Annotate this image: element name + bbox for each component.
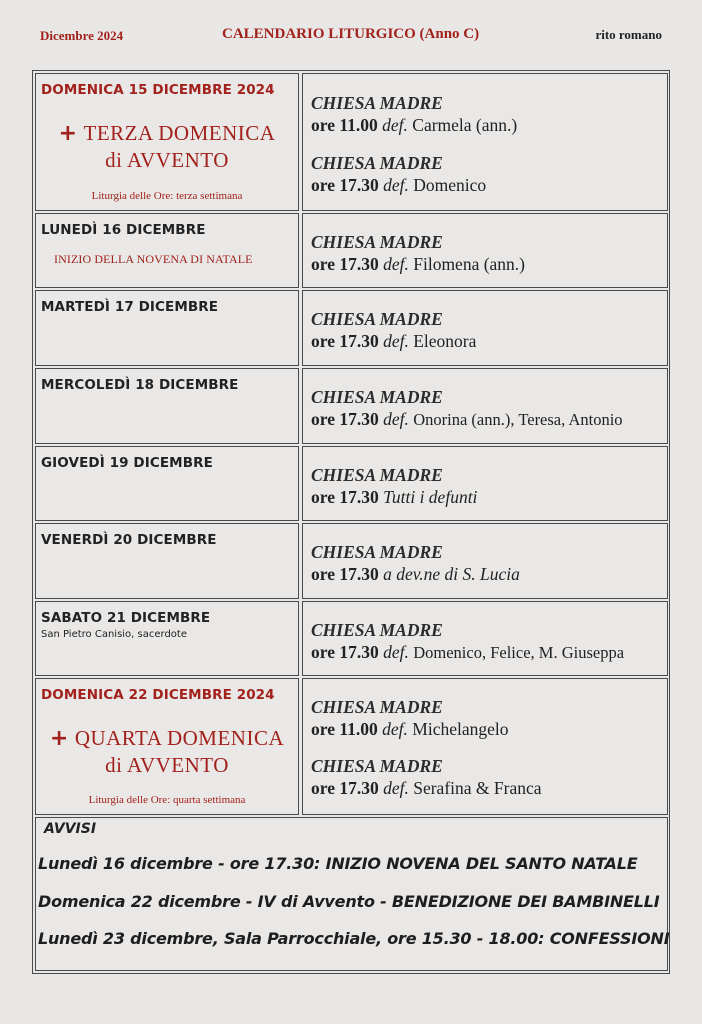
church-name: CHIESA MADRE: [311, 620, 443, 640]
mass-time: ore 17.30: [311, 175, 379, 195]
mass-cell-tuesday-17: [302, 290, 668, 366]
day-date: MERCOLEDÌ 18 DICEMBRE: [41, 377, 239, 393]
mass-entry: [311, 308, 476, 352]
mass-entry: [311, 619, 624, 664]
mass-intention: Tutti i defunti: [383, 487, 478, 507]
mass-time: ore 17.30: [311, 642, 379, 662]
mass-intention: Onorina (ann.), Teresa, Antonio: [413, 410, 623, 429]
mass-intention: Carmela (ann.): [412, 115, 518, 135]
day-date: VENERDÌ 20 DICEMBRE: [41, 532, 217, 548]
mass-time: ore 17.30: [311, 778, 379, 798]
notices-box: [35, 817, 668, 971]
mass-entry: [311, 386, 623, 431]
mass-cell-friday-20: [302, 523, 668, 599]
mass-intention: Domenico, Felice, M. Giuseppa: [413, 643, 625, 662]
def-label: def.: [383, 778, 409, 798]
day-date: GIOVEDÌ 19 DICEMBRE: [41, 455, 213, 471]
day-cell-sunday-15: [35, 73, 299, 211]
cross-icon: +: [49, 726, 69, 751]
feast-line-2: di AVVENTO: [105, 753, 229, 777]
mass-time: ore 17.30: [311, 331, 379, 351]
day-date: DOMENICA 22 DICEMBRE 2024: [41, 687, 275, 703]
mass-intention: Eleonora: [413, 331, 477, 351]
notice-item: Lunedì 23 dicembre, Sala Parrocchiale, ore 15.30 - 18.00: CONFESSIONI: [38, 929, 670, 948]
def-label: def.: [383, 254, 409, 274]
day-date: LUNEDÌ 16 DICEMBRE: [41, 222, 206, 238]
mass-time: ore 17.30: [311, 254, 379, 274]
mass-cell-thursday-19: [302, 446, 668, 521]
day-cell-thursday-19: [35, 446, 299, 521]
mass-time: ore 11.00: [311, 115, 378, 135]
mass-time: ore 17.30: [311, 487, 379, 507]
day-cell-sunday-22: [35, 678, 299, 815]
feast-line-1: TERZA DOMENICA: [83, 121, 276, 145]
mass-cell-saturday-21: [302, 601, 668, 676]
church-name: CHIESA MADRE: [311, 309, 443, 329]
header-month: Dicembre 2024: [40, 28, 124, 43]
mass-intention: Michelangelo: [412, 719, 509, 739]
def-label: def.: [383, 642, 409, 662]
feast-line-2: di AVVENTO: [105, 148, 229, 172]
mass-entry: [311, 755, 542, 799]
liturgy-note: Liturgia delle Ore: quarta settimana: [88, 794, 246, 806]
feast-title: [36, 725, 298, 779]
church-name: CHIESA MADRE: [311, 756, 443, 776]
notices-title: AVVISI: [44, 821, 97, 837]
mass-time: ore 17.30: [311, 564, 379, 584]
mass-cell-sunday-22: [302, 678, 668, 815]
mass-entry: [311, 92, 517, 136]
def-label: def.: [382, 719, 408, 739]
notice-item: Domenica 22 dicembre - IV di Avvento - BENEDIZIONE DEI BAMBINELLI: [38, 892, 660, 911]
def-label: def.: [383, 409, 409, 429]
mass-entry: [311, 152, 486, 196]
mass-cell-sunday-15: [302, 73, 668, 211]
mass-entry: [311, 541, 520, 585]
liturgy-note: Liturgia delle Ore: terza settimana: [91, 190, 243, 202]
mass-cell-wednesday-18: [302, 368, 668, 444]
mass-intention: a dev.ne di S. Lucia: [383, 564, 520, 584]
day-cell-wednesday-18: [35, 368, 299, 444]
church-name: CHIESA MADRE: [311, 465, 443, 485]
mass-time: ore 11.00: [311, 719, 378, 739]
mass-entry: [311, 231, 525, 275]
def-label: def.: [383, 175, 409, 195]
header-rite: rito romano: [595, 27, 662, 42]
page-header: [40, 26, 662, 48]
day-cell-monday-16: [35, 213, 299, 288]
day-date: DOMENICA 15 DICEMBRE 2024: [41, 82, 275, 98]
notice-item: Lunedì 16 dicembre - ore 17.30: INIZIO NOVENA DEL SANTO NATALE: [38, 854, 638, 873]
church-name: CHIESA MADRE: [311, 542, 443, 562]
mass-cell-monday-16: [302, 213, 668, 288]
mass-entry: [311, 696, 509, 740]
def-label: def.: [383, 331, 409, 351]
day-cell-saturday-21: [35, 601, 299, 676]
church-name: CHIESA MADRE: [311, 697, 443, 717]
mass-time: ore 17.30: [311, 409, 379, 429]
feast-title: [36, 120, 298, 174]
day-cell-friday-20: [35, 523, 299, 599]
day-cell-tuesday-17: [35, 290, 299, 366]
church-name: CHIESA MADRE: [311, 232, 443, 252]
mass-intention: Domenico: [413, 175, 487, 195]
church-name: CHIESA MADRE: [311, 387, 443, 407]
church-name: CHIESA MADRE: [311, 93, 443, 113]
novena-note: INIZIO DELLA NOVENA DI NATALE: [54, 252, 253, 266]
cross-icon: +: [58, 121, 78, 146]
mass-intention: Serafina & Franca: [413, 778, 542, 798]
feast-line-1: QUARTA DOMENICA: [74, 726, 285, 750]
header-title: CALENDARIO LITURGICO (Anno C): [222, 26, 480, 42]
day-date: MARTEDÌ 17 DICEMBRE: [41, 299, 219, 315]
day-date: SABATO 21 DICEMBRE: [41, 610, 211, 626]
mass-intention: Filomena (ann.): [413, 254, 526, 274]
def-label: def.: [382, 115, 408, 135]
saint-of-day: San Pietro Canisio, sacerdote: [41, 629, 187, 640]
church-name: CHIESA MADRE: [311, 153, 443, 173]
mass-entry: [311, 464, 477, 508]
